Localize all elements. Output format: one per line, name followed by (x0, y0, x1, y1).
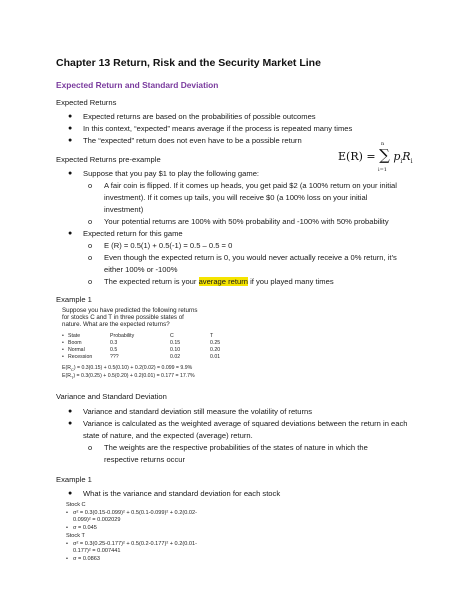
table-header-probability: Probability (110, 333, 135, 339)
variance-t-line-2: 0.177)² = 0.007441 (73, 548, 121, 554)
example-1-question-line-2: for stocks C and T in three possible states of (62, 314, 184, 321)
variance-t-line-1: σ² = 0.3(0.25-0.177)² + 0.5(0.2-0.177)² + 0.2(0.01- (73, 541, 197, 547)
table-bullet-icon: • (62, 354, 64, 360)
table-cell: 0.20 (210, 347, 221, 353)
table-cell: 0.25 (210, 340, 221, 346)
pre-example-heading: Expected Returns pre-example (56, 155, 161, 164)
stock-t-label: Stock T (66, 533, 85, 539)
sub-bullet-icon: o (88, 443, 93, 452)
example-2-bullet: What is the variance and standard deviation for each stock (83, 489, 281, 498)
table-bullet-icon: • (62, 347, 64, 353)
table-bullet-icon: • (62, 333, 64, 339)
table-bullet-icon: • (62, 340, 64, 346)
sub-5-after: if you played many times (247, 277, 334, 286)
pre-example-bullet-2: Expected return for this game (83, 229, 183, 238)
bullet-icon: ● (68, 170, 73, 177)
table-cell: ??? (110, 354, 119, 360)
bullet-icon: ● (68, 137, 73, 144)
variance-bullet-2-line-1: Variance is calculated as the weighted average of squared deviations between the return in each (83, 419, 408, 428)
formula-lhs: E(R) = (338, 150, 376, 163)
table-cell: 0.01 (210, 354, 221, 360)
expected-return-t-calc (62, 373, 195, 380)
calc-c-sub: C (70, 367, 74, 373)
expected-returns-bullet-1: Expected returns are based on the probabilities of possible outcomes (83, 112, 316, 121)
pre-example-sub-3: E (R) = 0.5(1) + 0.5(-1) = 0.5 – 0.5 = 0 (104, 241, 233, 250)
bullet-icon: ● (68, 408, 73, 415)
variance-c-line-1: σ² = 0.3(0.15-0.099)² + 0.5(0.1-0.099)² + 0.2(0.02- (73, 510, 197, 516)
expected-return-formula (338, 146, 413, 165)
sd-t-bullet-icon: • (66, 556, 68, 562)
sub-5-before: The expected return is your (104, 277, 199, 286)
bullet-icon: ● (68, 125, 73, 132)
sub-bullet-icon: o (88, 217, 93, 226)
sd-c-bullet-icon: • (66, 525, 68, 531)
table-header-c: C (170, 333, 174, 339)
calc-t-sub: T (70, 375, 74, 381)
expected-returns-bullet-3: The “expected” return does not even have to be a possible return (83, 136, 302, 145)
summation-symbol: ∑ (379, 146, 390, 164)
bullet-icon: ● (68, 113, 73, 120)
table-header-t: T (210, 333, 214, 339)
sub-bullet-icon: o (88, 253, 93, 262)
sub-bullet-icon: o (88, 277, 93, 286)
table-cell: Normal (68, 347, 85, 353)
pre-example-sub-1-line-3: investment) (104, 205, 144, 214)
page-title: Chapter 13 Return, Risk and the Security Market Line (56, 57, 321, 69)
expected-returns-heading: Expected Returns (56, 98, 117, 107)
formula-p-sub: i (400, 158, 403, 166)
example-1-question-line-1: Suppose you have predicted the following returns (62, 307, 198, 314)
calc-t-rest: ) = 0.3(0.25) + 0.5(0.20) + 0.2(0.01) = 0.177 = 17.7% (73, 373, 195, 379)
example-1-figure (60, 307, 310, 382)
stock-c-label: Stock C (66, 502, 86, 508)
table-cell: 0.5 (110, 347, 118, 353)
example-2-heading: Example 1 (56, 475, 92, 484)
pre-example-sub-1-line-1: A fair coin is flipped. If it comes up heads, you get paid $2 (a 100% return on your initial (104, 181, 397, 190)
table-cell: 0.3 (110, 340, 118, 346)
example-2-figure (64, 502, 314, 570)
highlighted-average-return: average return (198, 277, 248, 286)
variance-heading: Variance and Standard Deviation (56, 392, 167, 401)
table-header-state: State (68, 333, 81, 339)
expected-return-c-calc (62, 365, 192, 372)
variance-t-bullet-icon: • (66, 541, 68, 547)
example-1-question-line-3: nature. What are the expected returns? (62, 321, 170, 328)
calc-c-rest: ) = 0.3(0.15) + 0.5(0.10) + 0.2(0.02) = 0.099 = 9.9% (73, 365, 193, 371)
table-cell: 0.15 (170, 340, 181, 346)
sd-c-line: σ = 0.045 (73, 525, 97, 531)
table-cell: 0.02 (170, 354, 181, 360)
sum-upper-limit: n (381, 141, 385, 147)
pre-example-sub-1-line-2: investment). If it comes up tails, you will receive $0 (a 100% loss on your initial (104, 193, 368, 202)
bullet-icon: ● (68, 490, 73, 497)
pre-example-sub-5 (104, 277, 334, 287)
expected-returns-bullet-2: In this context, “expected” means average if the process is repeated many times (83, 124, 353, 133)
sum-lower-limit: i=1 (378, 167, 387, 173)
variance-c-bullet-icon: • (66, 510, 68, 516)
calc-c-prefix: E(R (62, 365, 71, 371)
sub-bullet-icon: o (88, 181, 93, 190)
pre-example-sub-4-line-2: either 100% or -100% (104, 265, 178, 274)
variance-bullet-1: Variance and standard deviation still measure the volatility of returns (83, 407, 313, 416)
section-subtitle: Expected Return and Standard Deviation (56, 80, 219, 90)
variance-sub-1-line-1: The weights are the respective probabilities of the states of nature in which the (104, 443, 368, 452)
variance-sub-1-line-2: respective returns occur (104, 455, 186, 464)
example-1-heading: Example 1 (56, 295, 92, 304)
bullet-icon: ● (68, 230, 73, 237)
sub-bullet-icon: o (88, 241, 93, 250)
calc-t-prefix: E(R (62, 373, 71, 379)
pre-example-sub-2: Your potential returns are 100% with 50% probability and -100% with 50% probability (104, 217, 389, 226)
variance-bullet-2-line-2: state of nature, and the expected (average) return. (83, 431, 253, 440)
table-cell: Recession (68, 354, 93, 360)
formula-r: R (402, 150, 411, 163)
table-cell: Boom (68, 340, 82, 346)
formula-p: p (393, 150, 401, 163)
table-cell: 0.10 (170, 347, 181, 353)
sd-t-line: σ = 0.0863 (73, 556, 100, 562)
formula-r-sub: i (410, 158, 413, 166)
pre-example-bullet-1: Suppose that you pay $1 to play the following game: (83, 169, 260, 178)
pre-example-sub-4-line-1: Even though the expected return is 0, you would never actually receive a 0% return, it’s (104, 253, 397, 262)
bullet-icon: ● (68, 420, 73, 427)
variance-c-line-2: 0.099)² = 0.002029 (73, 517, 121, 523)
